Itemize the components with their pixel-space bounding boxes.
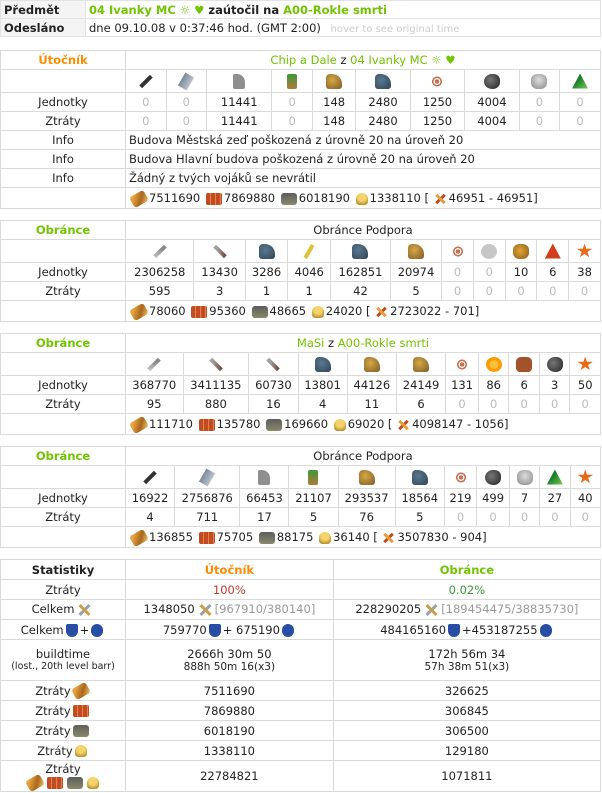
plus-sign: + [79,622,90,637]
wood-value: 7511690 [149,191,201,205]
wood-icon [129,415,149,433]
loss-count: 0 [477,508,510,527]
loss-count: 0 [570,508,600,527]
crop-icon [312,306,324,318]
catapult-icon [484,74,500,89]
unit-count: 2480 [356,93,410,112]
shield-cavalry-icon [91,624,103,637]
loss-count: 95 [126,395,184,414]
units-label: Jednotky [1,93,126,112]
loss-count: 0 [519,112,560,131]
chief-icon [517,470,533,485]
chief-icon [531,74,547,89]
clubswinger-icon [139,74,152,87]
attacker-buildtime: 2666h 30m 50 [187,646,272,661]
hero-value: 2723022 - 701 [390,304,475,318]
losses-clay-label: Ztráty [35,703,71,718]
defender-title: Obránce Podpora [126,447,601,466]
equites-legati-icon [315,357,331,372]
trebuchet-icon [481,244,497,259]
unit-count: 3 [539,376,570,395]
unit-count: 11441 [207,93,272,112]
iron-icon [67,777,83,789]
ram-icon [453,470,469,485]
hero-star-icon [577,244,593,259]
loss-count: 880 [183,395,249,414]
scout-icon [287,74,297,89]
loss-count: 4 [298,395,347,414]
unit-count: 44126 [347,376,396,395]
teutonic-knight-icon [375,74,391,89]
loss-count: 4 [126,508,175,527]
losses-total-label: Ztráty [45,762,81,776]
defender-buildtime: 172h 56m 34 [428,646,506,661]
attacker-crop-loss: 1338110 [126,741,334,761]
wood-value: 78060 [149,304,186,318]
units-label: Jednotky [1,489,126,508]
total-label: Celkem [31,602,75,617]
ram-icon [450,244,466,259]
losses-label: Ztráty [1,395,126,414]
unit-count: 66453 [240,489,289,508]
unit-count: 0 [519,93,560,112]
loss-count: 0 [569,282,601,301]
clay-value: 95360 [209,304,246,318]
defender-player-link[interactable]: MaSi [296,336,325,350]
hero-icon [396,419,410,431]
hero-value: 4098147 - 1056 [412,417,505,431]
iron-value: 6018190 [298,191,350,205]
defender-buildtime-sub: 57h 38m 51(x3) [424,660,510,673]
loss-count: 5 [289,508,338,527]
attacker-iron-loss: 6018190 [126,721,334,741]
sent-label: Odesláno [1,19,86,37]
hover-hint[interactable]: hover to see original time [330,23,460,35]
attacker-table [0,50,601,209]
target-village-link[interactable]: A00-Rokle smrti [283,2,387,17]
swordsman-icon [213,244,226,257]
crop-value: 69020 [347,417,385,431]
unit-count: 1250 [410,93,464,112]
clay-value: 135780 [216,417,261,431]
loss-count: 17 [240,508,289,527]
attacker-total: 1348050 [143,602,195,617]
scout-icon [308,470,318,485]
hero-icon [381,532,395,544]
attacker-village-link[interactable]: 04 Ivanky MC ☼ ♥ [89,2,205,17]
clubswinger-icon [143,470,156,483]
defender-wood-loss: 326625 [333,681,600,701]
unit-count: 38 [569,263,601,282]
defender-role: Obránce [1,221,126,240]
unit-count: 0 [166,93,207,112]
buildtime-sublabel: (lost., 20th level barr) [11,660,115,672]
legionnaire-icon [148,357,161,370]
unit-count: 60730 [249,376,298,395]
loss-count: 0 [505,282,537,301]
sent-value: dne 09.10.08 v 0:37:46 hod. (GMT 2:00) [89,20,321,35]
chieftain-icon [513,244,529,259]
defender-role: Obránce [1,447,126,466]
unit-count: 3286 [245,263,288,282]
units-label: Jednotky [1,376,126,395]
iron-value: 169660 [284,417,329,431]
unit-count: 3411135 [183,376,249,395]
unit-count: 162851 [331,263,391,282]
total-label: Celkem [20,622,64,637]
unit-count: 50 [570,376,601,395]
iron-icon [259,532,275,544]
loss-count: 0 [272,112,313,131]
clay-value: 75705 [216,530,254,544]
unit-count: 6 [537,263,569,282]
defender-total-breakdown: [189454475/38835730] [441,602,579,617]
wood-icon [71,682,91,700]
attacker-clay-loss: 7869880 [126,701,334,721]
attacker-role: Útočník [1,51,126,70]
loss-count: 0 [166,112,207,131]
crop-value: 24020 [325,304,363,318]
wood-icon [25,773,45,791]
equites-caesaris-icon [413,357,429,372]
losses-label: Ztráty [1,282,126,301]
unit-count: 86 [478,376,509,395]
loss-count: 76 [338,508,395,527]
loss-count: 0 [570,395,601,414]
defender-support-table-1 [0,220,601,322]
crop-icon [356,193,368,205]
defender-total: 228290205 [355,602,422,617]
loss-count: 711 [175,508,240,527]
attacker-def-cavalry: + 675190 [222,622,280,637]
settler-icon [547,357,563,372]
unit-count: 219 [444,489,477,508]
unit-count: 4004 [465,93,519,112]
hero-star-icon [577,470,593,485]
loss-count: 11441 [207,112,272,131]
info-text: Budova Městská zeď poškozená z úrovně 20 na úroveň 20 [126,131,601,150]
resource-summary: 136855 75705 88175 36140 [ 3507830 - 904] [126,527,601,548]
paladin-icon [359,470,375,485]
unit-count: 131 [446,376,479,395]
loss-count: 595 [126,282,194,301]
senator-icon [516,357,532,372]
axeman-icon [258,470,270,485]
crop-value: 1338110 [369,191,421,205]
swords-icon [76,603,92,617]
hero-icon [433,193,447,205]
iron-icon [266,419,282,431]
equites-imperatoris-icon [364,357,380,372]
crop-icon [87,777,99,789]
wood-icon [129,302,149,320]
resource-summary: 7511690 7869880 6018190 1338110 [ 46951 - 46951] [126,188,601,209]
loss-count: 0 [560,112,601,131]
unit-count: 40 [570,489,600,508]
attacker-player-link[interactable]: Chip a Dale [270,53,337,67]
unit-count: 0 [126,93,167,112]
loss-count: 0 [446,395,479,414]
info-label: Info [1,150,126,169]
swords-icon [197,603,213,617]
loss-count: 0 [442,282,474,301]
phalanx-icon [153,244,166,257]
resource-summary: 111710 135780 169660 69020 [ 4098147 - 1056] [126,414,601,435]
theutates-thunder-icon [304,244,315,259]
crop-value: 36140 [333,530,370,544]
defender-village-link[interactable]: A00-Rokle smrti [337,336,430,350]
unit-count: 13430 [194,263,245,282]
loss-count: 0 [539,395,570,414]
unit-count: 2756876 [175,489,240,508]
report-header [0,0,601,37]
unit-count: 18564 [395,489,444,508]
iron-value: 88175 [276,530,314,544]
losses-wood-label: Ztráty [35,683,71,698]
unit-count: 0 [272,93,313,112]
unit-count: 4046 [288,263,331,282]
clay-icon [73,705,89,717]
hero-icon [374,306,388,318]
shield-infantry-icon [448,624,460,637]
pathfinder-icon [259,244,275,259]
buildtime-label: buildtime [35,646,91,661]
ram-icon [454,357,470,372]
info-label: Info [1,169,126,188]
defender-role: Obránce [1,334,126,353]
paladin-icon [326,74,342,89]
attacker-village-link-2[interactable]: 04 Ivanky MC ☼ ♥ [350,53,456,67]
unit-count: 13801 [298,376,347,395]
shield-cavalry-icon [282,624,294,637]
info-text: Žádný z tvých vojáků se nevrátil [126,169,601,188]
iron-icon [252,306,268,318]
settler-icon [545,244,561,259]
shield-infantry-icon [209,624,221,637]
axeman-icon [233,74,245,89]
iron-icon [281,193,297,205]
crop-icon [319,532,331,544]
loss-count: 5 [395,508,444,527]
defender-crop-loss: 129180 [333,741,600,761]
attacker-total-breakdown: [967910/380140] [214,602,316,617]
losses-label: Ztráty [1,112,126,131]
iron-icon [73,725,89,737]
unit-count: 0 [560,93,601,112]
unit-count: 0 [442,263,474,282]
haeduan-icon [408,244,424,259]
catapult-icon [485,470,501,485]
loss-count: 2480 [356,112,410,131]
loss-count: 1 [245,282,288,301]
defender-clay-loss: 306845 [333,701,600,721]
units-label: Jednotky [1,263,126,282]
hero-star-icon [577,357,593,372]
attacker-def-infantry: 759770 [162,622,207,637]
clay-icon [199,419,215,431]
shield-cavalry-icon [540,624,552,637]
unit-count: 368770 [126,376,184,395]
loss-count: 3 [194,282,245,301]
attacker-wood-loss: 7511690 [126,681,334,701]
loss-count: 0 [478,395,509,414]
loss-count: 4004 [465,112,519,131]
loss-count: 0 [473,282,505,301]
clay-icon [47,777,63,789]
loss-count: 1 [288,282,331,301]
wood-value: 111710 [149,417,193,431]
stats-losses-label: Ztráty [1,580,126,600]
defender-title: Obránce Podpora [126,221,601,240]
resource-summary: 78060 95360 48665 24020 [ 2723022 - 701] [126,301,601,322]
unit-count: 16922 [126,489,175,508]
defender-support-table-2 [0,446,601,548]
unit-count: 21107 [289,489,338,508]
unit-count: 27 [540,489,570,508]
loss-count: 6 [396,395,445,414]
unit-count: 2306258 [126,263,194,282]
unit-count: 499 [477,489,510,508]
hero-value: 3507830 - 904 [397,530,483,544]
attacker-total-loss: 22784821 [126,761,334,792]
crop-icon [334,419,346,431]
druidrider-icon [352,244,368,259]
spearman-icon [199,468,215,486]
unit-count: 7 [509,489,539,508]
stats-attacker-header: Útočník [126,560,334,580]
z-label: z [328,336,335,350]
iron-value: 48665 [269,304,307,318]
loss-count: 148 [312,112,355,131]
defender-loss-percent: 0.02% [333,580,600,600]
loss-count: 11 [347,395,396,414]
settler-icon [547,470,563,485]
info-label: Info [1,131,126,150]
losses-iron-label: Ztráty [35,723,71,738]
settler-icon [572,74,588,89]
unit-count: 6 [509,376,540,395]
wood-icon [129,189,149,207]
loss-count: 0 [509,508,539,527]
loss-count: 1250 [410,112,464,131]
statistics-title: Statistiky [1,560,126,580]
swords-icon [423,603,439,617]
clay-icon [206,193,222,205]
losses-label: Ztráty [1,508,126,527]
defender-def-cavalry: +453187255 [462,622,538,637]
loss-count: 42 [331,282,391,301]
spearman-icon [178,72,194,90]
loss-count: 0 [444,508,477,527]
teutonic-knight-icon [412,470,428,485]
unit-count: 293537 [338,489,395,508]
unit-count: 24149 [396,376,445,395]
imperian-icon [267,357,280,370]
defender-total-loss: 1071811 [333,761,600,792]
unit-count: 148 [312,93,355,112]
loss-count: 16 [249,395,298,414]
z-label: z [340,53,347,67]
losses-crop-label: Ztráty [37,743,73,758]
loss-count: 0 [537,282,569,301]
wood-icon [129,528,149,546]
wood-value: 136855 [149,530,193,544]
loss-count: 5 [390,282,441,301]
unit-count: 0 [473,263,505,282]
defender-iron-loss: 306500 [333,721,600,741]
clay-value: 7869880 [223,191,276,205]
shield-infantry-icon [66,624,78,637]
info-text: Budova Hlavní budova poškozená z úrovně 20 na úroveň 20 [126,150,601,169]
stats-defender-header: Obránce [333,560,600,580]
defender-main-table [0,333,601,435]
unit-count: 20974 [390,263,441,282]
subject-label: Předmět [1,1,86,19]
fire-catapult-icon [486,357,502,372]
attacker-buildtime-sub: 888h 50m 16(x3) [183,660,276,673]
hero-value: 46951 - 46951 [448,191,534,205]
subject-action: zaútočil na [208,2,280,17]
statistics-table [0,559,601,792]
clay-icon [199,532,215,544]
attacker-loss-percent: 100% [126,580,334,600]
clay-icon [191,306,207,318]
unit-count: 10 [505,263,537,282]
defender-def-infantry: 484165160 [380,622,447,637]
crop-icon [75,745,87,757]
ram-icon [429,74,445,89]
praetorian-icon [209,357,222,370]
loss-count: 0 [540,508,570,527]
loss-count: 0 [126,112,167,131]
loss-count: 0 [509,395,540,414]
